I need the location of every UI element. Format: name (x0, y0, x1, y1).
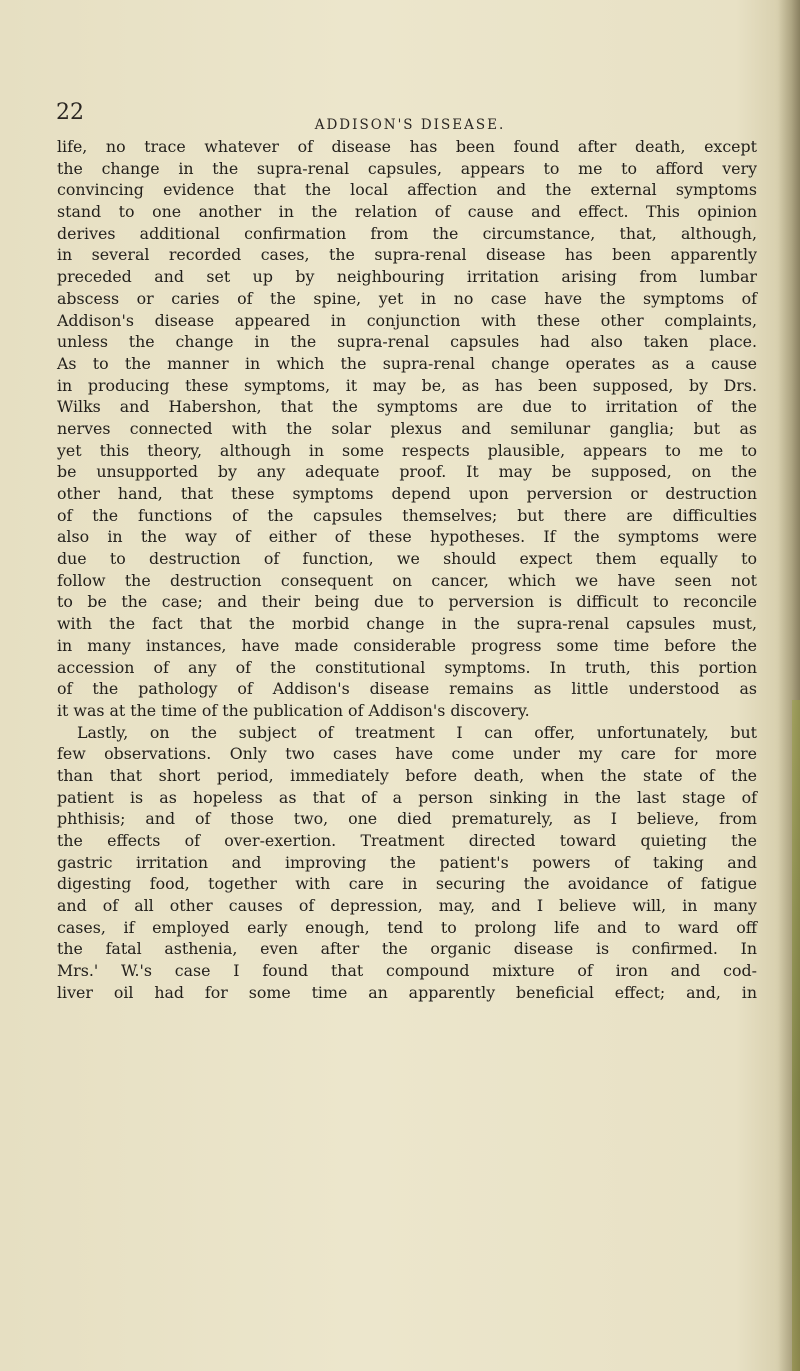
text-line: nerves connected with the solar plexus and semilunar ganglia; but as (57, 418, 757, 438)
text-line: with the fact that the morbid change in the supra-renal capsules must, (57, 614, 757, 634)
text-line: life, no trace whatever of disease has been found after death, except (57, 137, 757, 156)
text-line: patient is as hopeless as that of a person sinking in the last stage of (57, 787, 757, 807)
text-line: digesting food, together with care in securing the avoidance of fatigue (57, 874, 757, 894)
body-text (57, 136, 757, 1004)
text-line: convincing evidence that the local affection and the external symptoms (57, 180, 757, 200)
text-line: it was at the time of the publication of Addison's discovery. (57, 700, 530, 720)
text-line: be unsupported by any adequate proof. It may be supposed, on the (57, 462, 757, 482)
text-line: Wilks and Habershon, that the symptoms are due to irritation of the (57, 397, 757, 417)
text-line: follow the destruction consequent on cancer, which we have seen not (57, 570, 757, 590)
text-line: few observations. Only two cases have come under my care for more (57, 744, 757, 764)
text-line: and of all other causes of depression, may, and I believe will, in many (57, 896, 757, 916)
text-line: also in the way of either of these hypotheses. If the symptoms were (57, 527, 757, 547)
text-line: the effects of over-exertion. Treatment directed toward quieting the (57, 831, 757, 850)
text-line: the fatal asthenia, even after the organic disease is confirmed. In (57, 939, 757, 959)
text-line: cases, if employed early enough, tend to prolong life and to ward off (57, 917, 757, 937)
text-line: unless the change in the supra-renal capsules had also taken place. (57, 332, 757, 352)
text-line: than that short period, immediately before death, when the state of the (57, 765, 757, 785)
text-line: stand to one another in the relation of cause and effect. This opinion (57, 202, 757, 222)
text-line: in many instances, have made considerable progress some time before the (57, 635, 757, 655)
text-line: the change in the supra-renal capsules, appears to me to afford very (57, 158, 757, 178)
text-line: in several recorded cases, the supra-renal disease has been apparently (57, 245, 757, 265)
text-line: gastric irritation and improving the patient's powers of taking and (57, 852, 757, 872)
text-line: Mrs.' W.'s case I found that compound mixture of iron and cod- (57, 961, 757, 981)
text-line: Addison's disease appeared in conjunction with these other complaints, (57, 310, 757, 330)
text-line: to be the case; and their being due to perversion is difficult to reconcile (57, 592, 757, 612)
page-number: 22 (56, 100, 84, 125)
text-line: abscess or caries of the spine, yet in no case have the symptoms of (57, 288, 757, 308)
text-line: preceded and set up by neighbouring irritation arising from lumbar (57, 267, 757, 287)
running-head: ADDISON'S DISEASE. (314, 117, 506, 133)
paragraph-1 (57, 136, 757, 722)
text-line: of the functions of the capsules themselves; but there are difficulties (57, 505, 757, 525)
text-line: due to destruction of function, we should expect them equally to (57, 549, 757, 569)
text-line: liver oil had for some time an apparently beneficial effect; and, in (57, 982, 757, 1002)
text-line: other hand, that these symptoms depend upon perversion or destruction (57, 484, 757, 503)
text-line: in producing these symptoms, it may be, as has been supposed, by Drs. (57, 375, 757, 395)
text-line: accession of any of the constitutional symptoms. In truth, this portion (57, 657, 757, 677)
page-edge-band (792, 700, 800, 1371)
text-line: of the pathology of Addison's disease remains as little understood as (57, 679, 757, 699)
paragraph-2 (57, 722, 757, 1004)
text-line: phthisis; and of those two, one died prematurely, as I believe, from (57, 809, 757, 829)
text-line: yet this theory, although in some respects plausible, appears to me to (57, 440, 757, 460)
text-line: As to the manner in which the supra-renal change operates as a cause (57, 353, 757, 373)
text-line: derives additional confirmation from the circumstance, that, although, (57, 223, 757, 243)
text-line: Lastly, on the subject of treatment I can offer, unfortunately, but (77, 722, 757, 742)
